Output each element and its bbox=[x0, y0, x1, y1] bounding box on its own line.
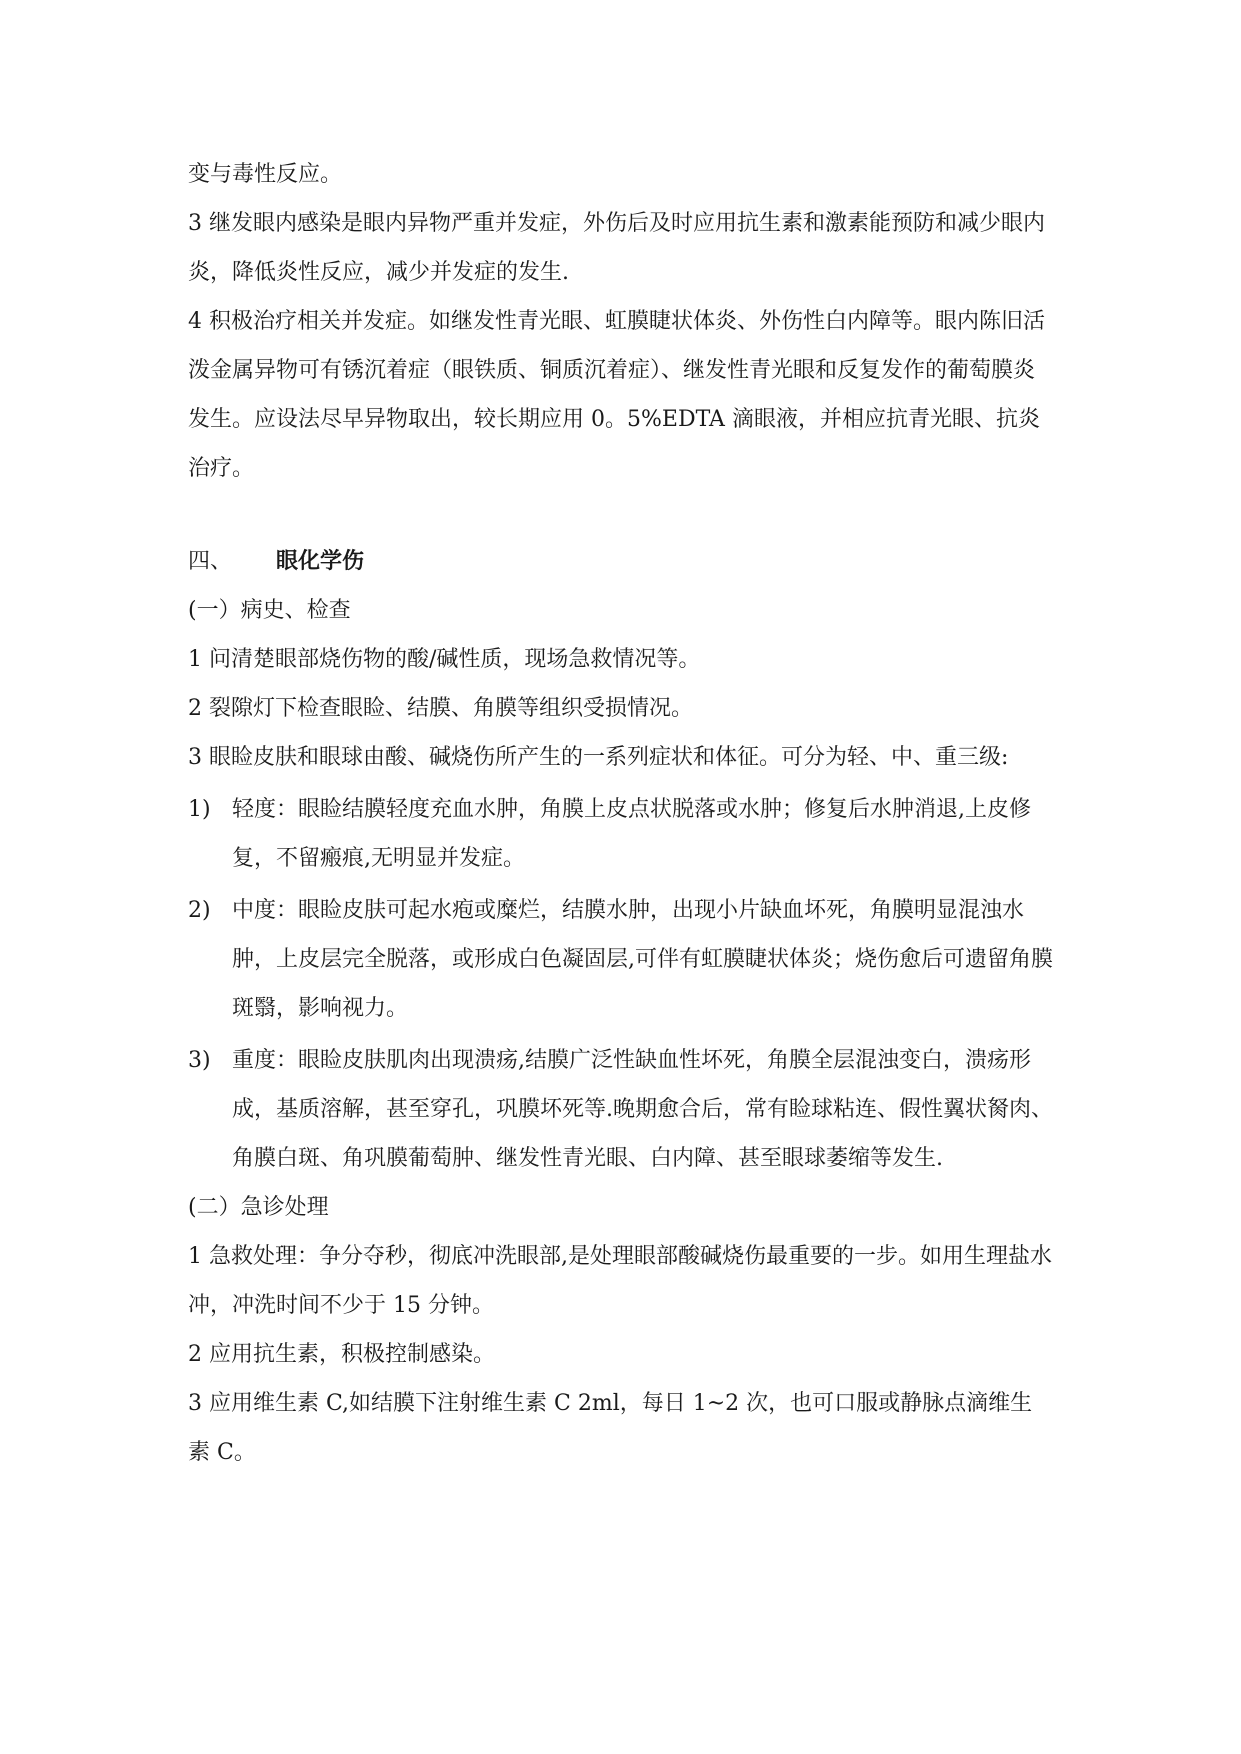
section-title: 眼化学伤 bbox=[276, 549, 365, 574]
list-marker: 3) bbox=[188, 1048, 211, 1073]
grade-item-moderate bbox=[188, 886, 1054, 1033]
section-heading bbox=[188, 537, 1054, 586]
grade-item-mild bbox=[188, 785, 1054, 883]
section-number: 四、 bbox=[188, 549, 233, 574]
document-body bbox=[188, 150, 1054, 1477]
grade-text: 轻度：眼睑结膜轻度充血水肿，角膜上皮点状脱落或水肿；修复后水肿消退,上皮修复，不留瘢痕,无明显并发症。 bbox=[232, 797, 1031, 871]
list-paragraph: 3 应用维生素 C,如结膜下注射维生素 C 2ml，每日 1~2 次，也可口服或静脉点滴维生素 C。 bbox=[188, 1391, 1033, 1465]
grade-item-severe bbox=[188, 1036, 1054, 1183]
list-paragraph: 1 急救处理：争分夺秒，彻底冲洗眼部,是处理眼部酸碱烧伤最重要的一步。如用生理盐水冲，冲洗时间不少于 15 分钟。 bbox=[188, 1244, 1052, 1318]
list-marker: 2) bbox=[188, 898, 211, 923]
grade-text: 重度：眼睑皮肤肌肉出现溃疡,结膜广泛性缺血性坏死，角膜全层混浊变白，溃疡形成，基质溶解，甚至穿孔，巩膜坏死等.晚期愈合后，常有睑球粘连、假性翼状胬肉、角膜白斑、角巩膜葡萄肿、继发性青光眼、白内障、甚至眼球萎缩等发生. bbox=[232, 1048, 1053, 1171]
list-marker: 1) bbox=[188, 797, 211, 822]
list-paragraph: 2 应用抗生素，积极控制感染。 bbox=[188, 1342, 495, 1367]
subsection-heading: (一）病史、检查 bbox=[188, 598, 351, 623]
subsection-heading: (二）急诊处理 bbox=[188, 1195, 329, 1220]
list-paragraph: 2 裂隙灯下检查眼睑、结膜、角膜等组织受损情况。 bbox=[188, 696, 693, 721]
paragraph: 3 继发眼内感染是眼内异物严重并发症，外伤后及时应用抗生素和激素能预防和减少眼内炎，降低炎性反应，减少并发症的发生. bbox=[188, 211, 1045, 285]
list-paragraph: 3 眼睑皮肤和眼球由酸、碱烧伤所产生的一系列症状和体征。可分为轻、中、重三级: bbox=[188, 745, 1009, 770]
paragraph: 变与毒性反应。 bbox=[188, 162, 343, 187]
list-paragraph: 1 问清楚眼部烧伤物的酸/碱性质，现场急救情况等。 bbox=[188, 647, 701, 672]
grade-text: 中度：眼睑皮肤可起水疱或糜烂，结膜水肿，出现小片缺血坏死，角膜明显混浊水肿，上皮层完全脱落，或形成白色凝固层,可伴有虹膜睫状体炎；烧伤愈后可遗留角膜斑翳，影响视力。 bbox=[232, 898, 1053, 1021]
paragraph: 4 积极治疗相关并发症。如继发性青光眼、虹膜睫状体炎、外伤性白内障等。眼内陈旧活泼金属异物可有锈沉着症（眼铁质、铜质沉着症）、继发性青光眼和反复发作的葡萄膜炎发生。应设法尽早异物取出，较长期应用 0。5%EDTA 滴眼液，并相应抗青光眼、抗炎治疗。 bbox=[188, 309, 1045, 481]
